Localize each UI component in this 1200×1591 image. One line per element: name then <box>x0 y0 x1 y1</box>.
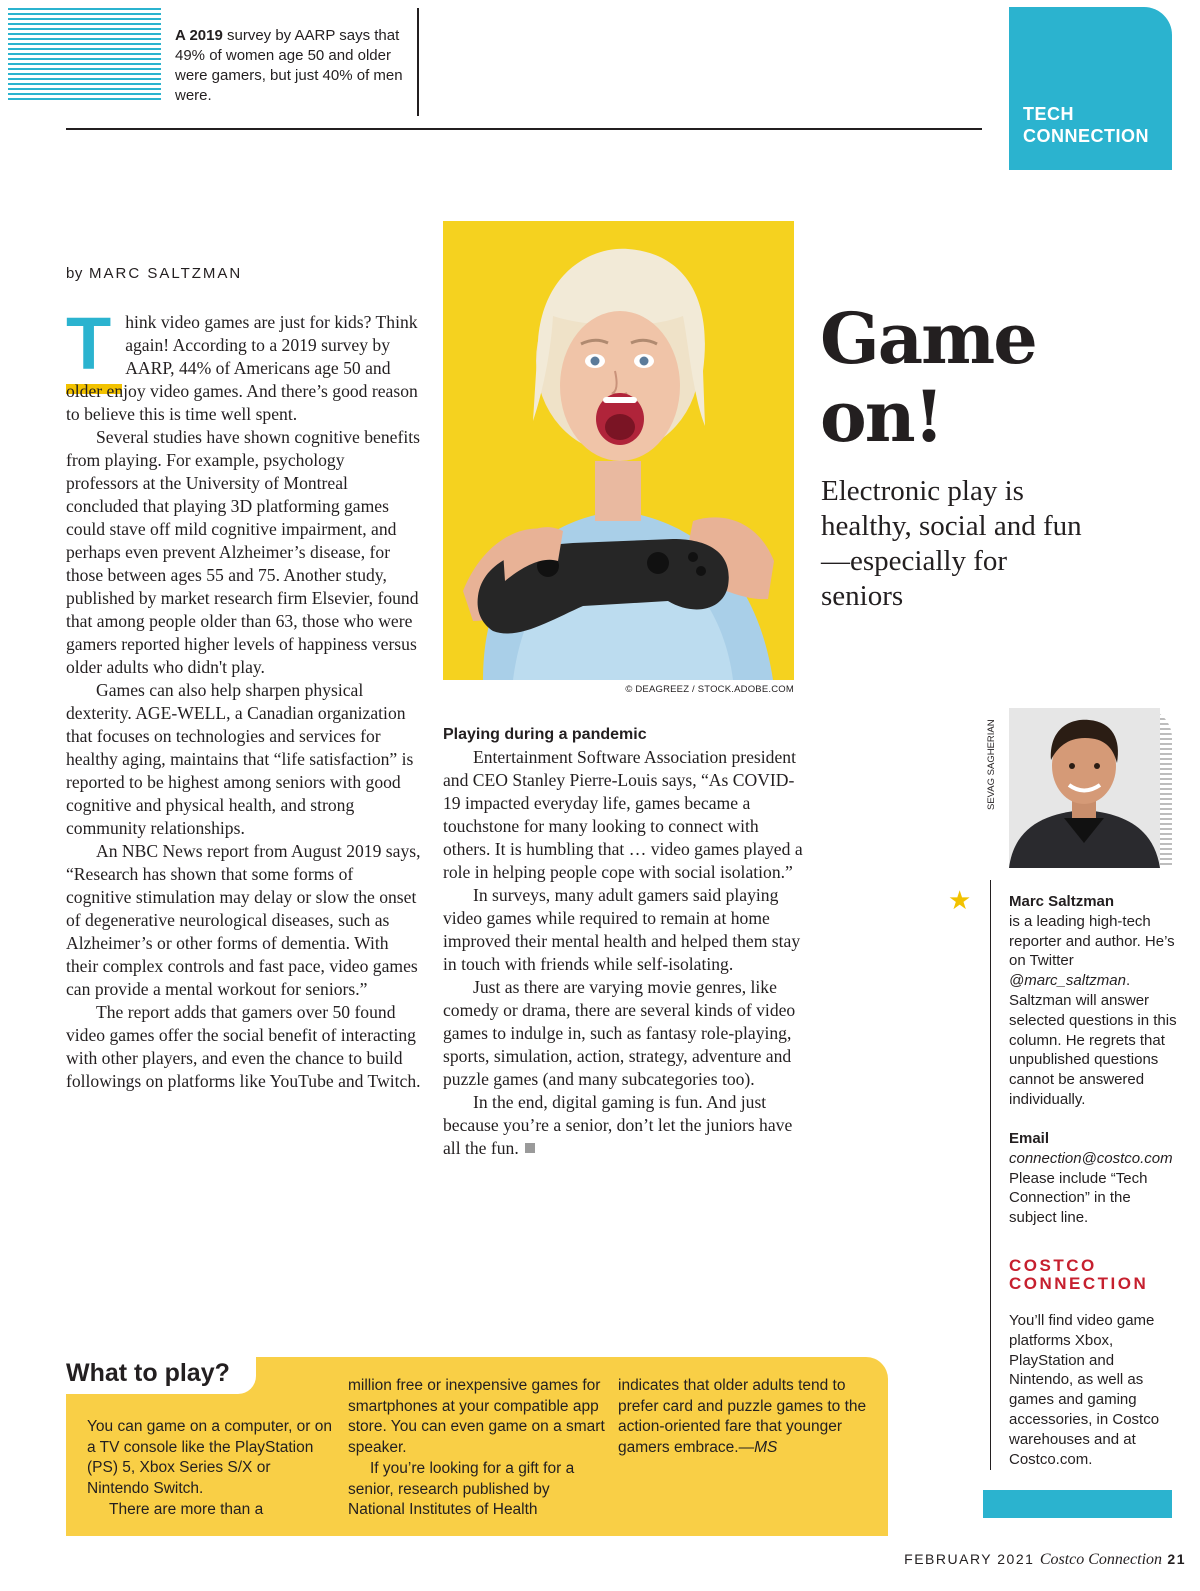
top-rule <box>66 128 982 130</box>
headline <box>820 297 1036 458</box>
byline: by MARC SALTZMAN <box>66 265 243 282</box>
fact-text: survey by AARP says that 49% of women age 50 and older were gamers, but just 40% of men were. <box>175 27 403 104</box>
article-paragraph: Entertainment Software Association president and CEO Stanley Pierre-Louis says, “As COVID-19 impacted everyday life, games became a touchstone for many looking to connect with others. It is humbling that … video games played a role in helping people cope with social isolation.” <box>443 747 803 882</box>
byline-author: MARC SALTZMAN <box>89 265 243 282</box>
author-photo-credit: SEVAG SAGHERIAN <box>986 719 997 810</box>
section-tab-line2: CONNECTION <box>1023 126 1149 146</box>
section-tab <box>1009 7 1172 170</box>
dek: Electronic play is healthy, social and fun—especially for seniors <box>821 475 1082 612</box>
article-paragraph: Games can also help sharpen physical dexterity. AGE-WELL, a Canadian organization that focuses on technologies and services for healthy aging, maintains that “life satisfaction” is reported to be highest among seniors with good cognitive and physical health, and strong community relationships. <box>66 680 414 838</box>
what-to-play-column-2: million free or inexpensive games for smartphones at your compatible app store. You can even game on a smart speaker. If you’re looking for a gift for a senior, research published by National Institutes of Health <box>348 1377 605 1519</box>
costco-connection-title: COSTCO CONNECTION <box>1009 1256 1149 1293</box>
author-name: Marc Saltzman <box>1009 893 1115 910</box>
sidebar-rule <box>990 880 991 1470</box>
email-label: Email <box>1009 1130 1050 1147</box>
photo-credit: © DEAGREEZ / STOCK.ADOBE.COM <box>625 684 794 695</box>
author-photo <box>1009 708 1160 868</box>
bottom-teal-bar <box>983 1490 1172 1518</box>
article-column-2 <box>443 746 803 1160</box>
fact-box <box>175 26 410 106</box>
decorative-stripes <box>8 8 161 100</box>
folio: FEBRUARY 2021 Costco Connection 21 <box>904 1551 1186 1568</box>
senior-gamer-illustration <box>443 221 794 680</box>
article-column-1 <box>66 302 421 1093</box>
article-paragraph: In the end, digital gaming is fun. And just because you’re a senior, don’t let the juniors have all the fun. <box>443 1092 793 1158</box>
subhead: Playing during a pandemic <box>443 726 647 743</box>
headline-line2: on! <box>820 375 943 458</box>
costco-connection-text: You’ll find video game platforms Xbox, PlayStation and Nintendo, as well as games and gaming accessories, in Costco warehouses and at Costco.com. <box>1009 1312 1160 1468</box>
email-block <box>1009 1129 1189 1228</box>
what-to-play-column-3: indicates that older adults tend to prefer card and puzzle games to the action-oriented fare that younger gamers embrace.—MS <box>618 1377 867 1457</box>
hero-photo <box>443 221 794 680</box>
email-address[interactable]: connection@costco.com <box>1009 1149 1173 1167</box>
fact-divider <box>417 8 419 116</box>
article-paragraph: An NBC News report from August 2019 says, “Research has shown that some forms of cognitive stimulation may delay or slow the onset of degenerative neurological diseases, such as Alzheimer’s or other forms of dementia. With their complex controls and fast pace, video games can provide a mental workout for seniors.” <box>66 841 421 999</box>
twitter-handle[interactable]: @marc_saltzman <box>1009 972 1126 990</box>
article-paragraph: In surveys, many adult gamers said playing video games while required to remain at home improved their mental health and helped them stay in touch with friends while self-isolating. <box>443 885 801 974</box>
headline-line1: Game <box>820 297 1036 380</box>
article-paragraph: Just as there are varying movie genres, like comedy or drama, there are several kinds of video games to indulge in, such as fantasy role-playing, sports, simulation, action, strategy, adventure and puzzle games (and many subcategories too). <box>443 977 796 1089</box>
what-to-play-column-1: You can game on a computer, or on a TV console like the PlayStation (PS) 5, Xbox Series S/X or Nintendo Switch. There are more than a <box>87 1418 333 1518</box>
author-portrait <box>1009 708 1160 868</box>
article-paragraph: Several studies have shown cognitive benefits from playing. For example, psychology professors at the University of Montreal concluded that playing 3D platforming games could stave off mild cognitive impairment, and perhaps even prevent Alzheimer’s disease, for those between ages 55 and 75. Another study, published by market research firm Elsevier, found that among people older than 63, those who were gamers reported higher levels of happiness versus older adults who didn't play. <box>66 427 420 677</box>
article-paragraph: The report adds that gamers over 50 found video games offer the social benefit of interacting with other players, and even the chance to build followings on platforms like YouTube and Twitch. <box>66 1002 421 1091</box>
end-mark <box>525 1143 535 1153</box>
section-tab-line1: TECH <box>1023 104 1074 124</box>
author-bio: Marc Saltzman is a leading high-tech reporter and author. He’s on Twitter @marc_saltzman. Saltzman will answer selected questions in this column. He regrets that unpublished questions cannot be answered individually. <box>1009 893 1177 1108</box>
email-note: Please include “Tech Connection” in the subject line. <box>1009 1169 1148 1227</box>
fact-lead: A 2019 <box>175 27 223 44</box>
star-icon: ★ <box>948 886 972 916</box>
what-to-play-title: What to play? <box>66 1359 230 1387</box>
article-paragraph: Think video games are just for kids? Think again! According to a 2019 survey by AARP, 44% of Americans age 50 and older enjoy video games. And there’s good reason to believe this is time well spent. <box>66 302 418 424</box>
dropcap: T <box>66 302 112 385</box>
